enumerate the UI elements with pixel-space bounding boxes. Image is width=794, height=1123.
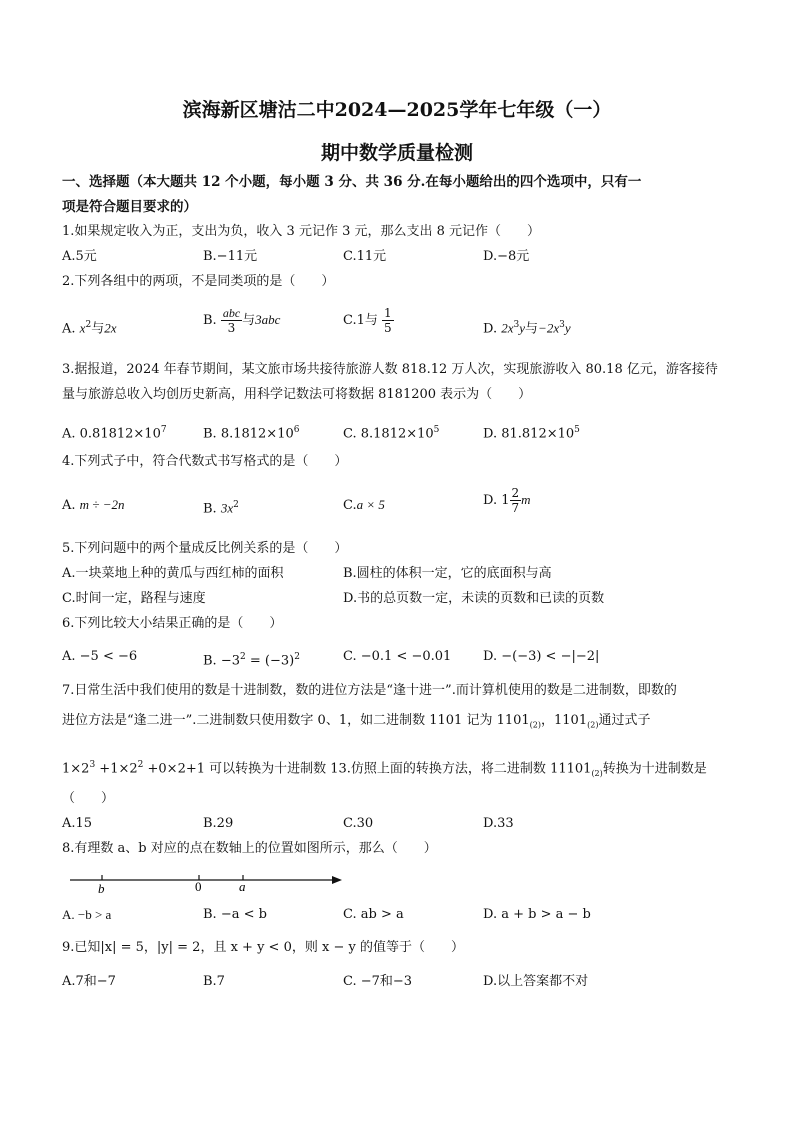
q5-option-d: D.书的总页数一定，未读的页数和已读的页数 <box>343 591 605 606</box>
q3-option-c: C. $8.1812\times 10^5$ <box>343 425 440 442</box>
q2-stem: 2.下列各组中的两项，不是同类项的是（ ） <box>62 274 335 289</box>
q8-option-c: C. ab > a <box>343 907 404 922</box>
q7-option-c: C.30 <box>343 816 374 831</box>
q3-option-d: D. $81.812\times 10^5$ <box>483 425 580 442</box>
q4-stem: 4.下列式子中，符合代数式书写格式的是（ ） <box>62 454 348 469</box>
q9-option-a: A.7和−7 <box>62 974 116 989</box>
q9-option-d: D.以上答案都不对 <box>483 974 589 989</box>
q4-option-d: D. 1 $\frac{2}{7}$ m <box>483 486 531 515</box>
q5-option-a: A.一块菜地上种的黄瓜与西红柿的面积 <box>62 566 284 581</box>
number-line-arrowhead <box>332 876 342 884</box>
q4-option-b: B. $3x^2$ <box>203 500 239 517</box>
q1-option-d: D.−8元 <box>483 249 530 264</box>
q2-option-c: C.1与 $\frac{1}{5}$ <box>343 306 392 335</box>
q4-option-a: A. m ÷ −2n <box>62 497 125 513</box>
q8-option-d: D. a + b > a − b <box>483 907 591 922</box>
q9-option-b: B.7 <box>203 974 225 989</box>
q7-option-d: D.33 <box>483 816 514 831</box>
q1-option-c: C.11元 <box>343 249 387 264</box>
q1-option-a: A.5元 <box>62 249 97 264</box>
q6-option-d: D. −(−3) < −|−2| <box>483 649 600 664</box>
number-line-figure <box>62 864 362 896</box>
q6-stem: 6.下列比较大小结果正确的是（ ） <box>62 616 283 631</box>
section-heading-line2: 项是符合题目要求的） <box>62 199 197 215</box>
q3-option-b: B. $8.1812\times 10^6$ <box>203 425 300 442</box>
q7-option-a: A.15 <box>62 816 93 831</box>
q6-option-c: C. −0.1 < −0.01 <box>343 649 452 664</box>
q2-option-a: A. $x^2$与2x <box>62 320 117 337</box>
q5-stem: 5.下列问题中的两个量成反比例关系的是（ ） <box>62 541 348 556</box>
q7-line4: （ ） <box>62 791 115 806</box>
q5-option-b: B.圆柱的体积一定，它的底面积与高 <box>343 566 552 581</box>
q9-option-c: C. −7和−3 <box>343 974 413 989</box>
q8-option-b: B. −a < b <box>203 907 267 922</box>
q4-option-c: C.a × 5 <box>343 497 385 513</box>
q7-line2: 进位方法是“逢二进一”.二进制数只使用数字 0、1，如二进制数 1101 记为 $1101_{(2)}$，$1101_{(2)}$通过式子 <box>62 713 651 730</box>
q6-option-a: A. −5 < −6 <box>62 649 138 664</box>
q1-option-b: B.−11元 <box>203 249 258 264</box>
section-heading-line1: 一、选择题（本大题共 12 个小题，每小题 3 分、共 36 分.在每小题给出的四个选项中，只有一 <box>62 174 642 190</box>
q6-option-b: B. $-3^2 = (-3)^2$ <box>203 652 300 669</box>
q7-line1: 7.日常生活中我们使用的数是十进制数，数的进位方法是“逢十进一”.而计算机使用的数是二进制数，即数的 <box>62 683 677 698</box>
q2-option-b: B. $\frac{\text{abc}}{3}$ 与3abc <box>203 306 281 335</box>
q7-option-b: B.29 <box>203 816 234 831</box>
label-a: a <box>239 879 246 894</box>
q2-option-d: D. $2x^3y$与$-2x^3y$ <box>483 320 571 337</box>
q3-option-a: A. $0.81812\times 10^7$ <box>62 425 167 442</box>
label-zero: 0 <box>195 879 202 894</box>
q9-stem: 9.已知|x| = 5，|y| = 2，且 x + y < 0，则 x − y 的值等于（ ） <box>62 940 464 955</box>
exam-title-line2: 期中数学质量检测 <box>320 142 473 164</box>
q8-stem: 8.有理数 a、b 对应的点在数轴上的位置如图所示，那么（ ） <box>62 841 437 856</box>
q3-stem-line2: 量与旅游总收入均创历史新高，用科学记数法可将数据 8181200 表示为（ ） <box>62 387 532 402</box>
label-b: b <box>98 881 105 896</box>
q7-line3: $1\times 2^3 +1\times 2^2 +0\times 2+1$ 可以转换为十进制数 13.仿照上面的转换方法，将二进制数 $11101_{(2)}$转换为十进制数是 <box>62 760 707 778</box>
q1-stem: 1.如果规定收入为正，支出为负，收入 3 元记作 3 元，那么支出 8 元记作（ ） <box>62 224 541 239</box>
q5-option-c: C.时间一定，路程与速度 <box>62 591 206 606</box>
q3-stem-line1: 3.据报道，2024 年春节期间，某文旅市场共接待旅游人数 818.12 万人次，实现旅游收入 80.18 亿元，游客接待 <box>62 362 718 377</box>
q8-option-a: A. −b > a <box>62 907 112 922</box>
exam-title-line1: 滨海新区塘沽二中2024—2025学年七年级（一） <box>182 99 612 121</box>
